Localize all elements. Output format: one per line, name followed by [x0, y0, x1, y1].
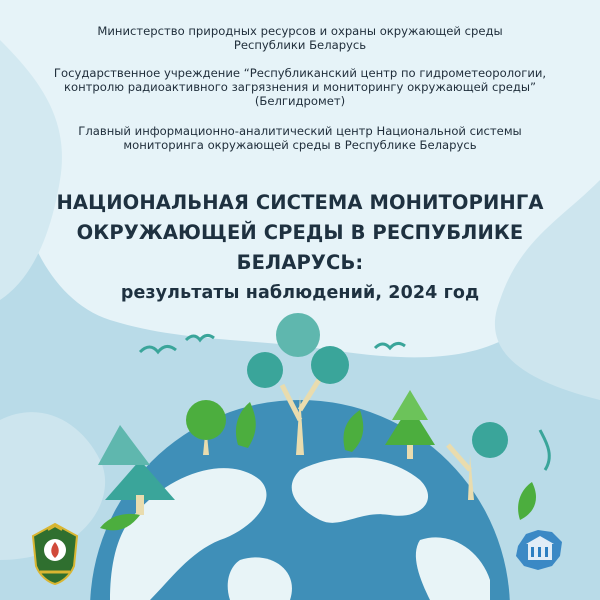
belarus-map-building-logo-icon — [512, 522, 568, 578]
title-subtitle: результаты наблюдений, 2024 год — [120, 283, 480, 303]
title-line-2: ОКРУЖАЮЩЕЙ СРЕДЫ В РЕСПУБЛИКЕ БЕЛАРУСЬ: — [76, 221, 524, 274]
ministry-name — [40, 24, 560, 52]
institution-line-3: (Белгидромет) — [254, 94, 346, 108]
institution-line-2: контролю радиоактивного загрязнения и мониторингу окружающей среды” — [63, 80, 537, 94]
coat-of-arms-icon — [30, 522, 80, 586]
leaf-icon — [518, 482, 536, 520]
center-line-2: мониторинга окружающей среды в Республике Беларусь — [123, 138, 477, 152]
ministry-line-1: Министерство природных ресурсов и охраны окружающей среды — [97, 24, 503, 38]
center-line-1: Главный информационно-аналитический центр Национальной системы — [78, 124, 522, 138]
bird-icon — [140, 346, 176, 352]
earth-illustration — [0, 290, 600, 600]
institution-line-1: Государственное учреждение “Республиканский центр по гидрометеорологии, — [53, 66, 547, 80]
institution-name — [40, 66, 560, 108]
bird-icon — [186, 335, 214, 340]
ministry-line-2: Республики Беларусь — [233, 38, 367, 52]
wave-line — [540, 430, 549, 470]
bird-icon — [375, 343, 405, 348]
title-line-1: НАЦИОНАЛЬНАЯ СИСТЕМА МОНИТОРИНГА — [56, 191, 544, 214]
center-name — [40, 124, 560, 152]
